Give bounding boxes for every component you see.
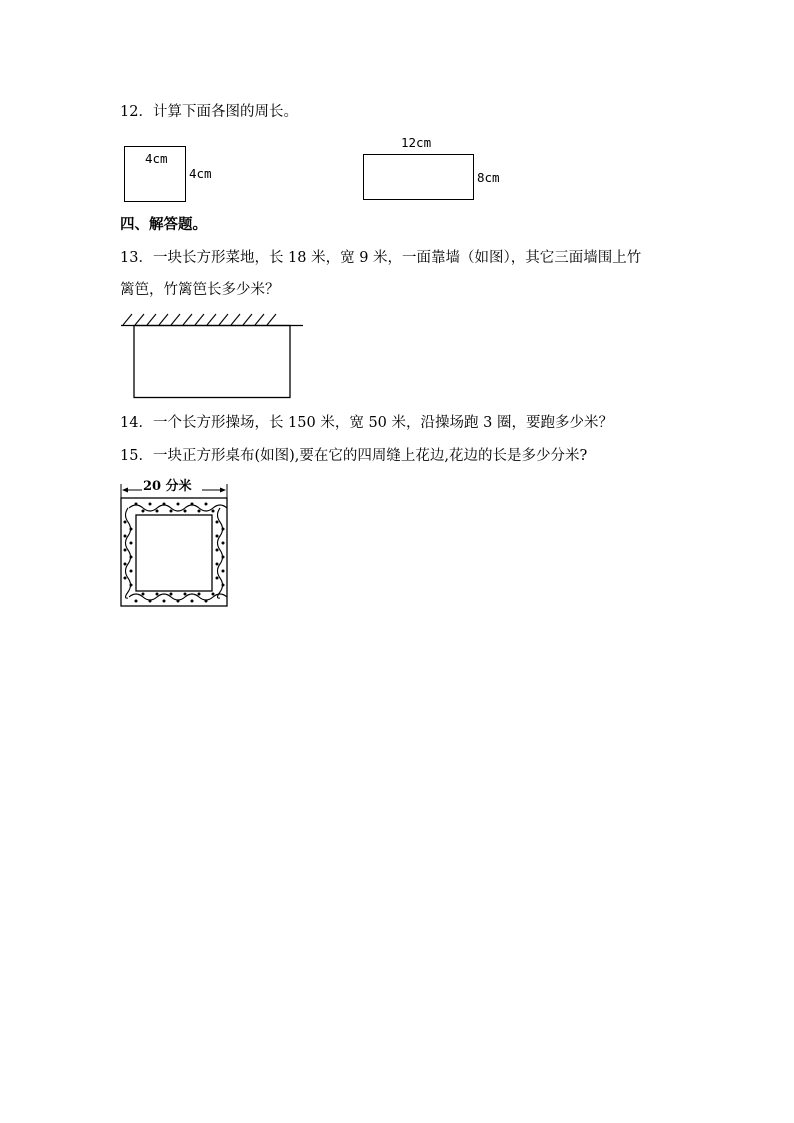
tablecloth-inner-square	[136, 515, 212, 591]
tablecloth-dimension-label: 20 分米	[143, 479, 192, 494]
square-side-label: 4cm	[189, 166, 212, 181]
dimension-arrow-right	[220, 488, 226, 493]
rect-top-label: 12cm	[401, 135, 432, 150]
vegetable-plot-rect	[134, 326, 290, 398]
question-14-text: 14．一个长方形操场，长 150 米，宽 50 米，沿操场跑 3 圈，要跑多少米？	[120, 415, 613, 431]
garden-wall-figure	[118, 310, 308, 402]
dimension-arrow-left	[122, 488, 128, 493]
rectangle-figure	[363, 154, 474, 200]
question-15-text: 15．一块正方形桌布(如图),要在它的四周缝上花边,花边的长是多少分米?	[120, 448, 588, 464]
section-heading: 四、解答题。	[120, 216, 207, 233]
question-13-line-1: 13．一块长方形菜地，长 18 米，宽 9 米，一面靠墙（如图），其它三面墙围上竹	[120, 250, 642, 266]
question-13-line-2: 篱笆，竹篱笆长多少米？	[120, 282, 280, 298]
question-12-text: 12．计算下面各图的周长。	[120, 104, 298, 120]
rect-side-label: 8cm	[477, 170, 500, 185]
square-inside-label: 4cm	[145, 151, 168, 166]
tablecloth-figure	[116, 479, 236, 612]
wall-hatching	[123, 314, 276, 325]
